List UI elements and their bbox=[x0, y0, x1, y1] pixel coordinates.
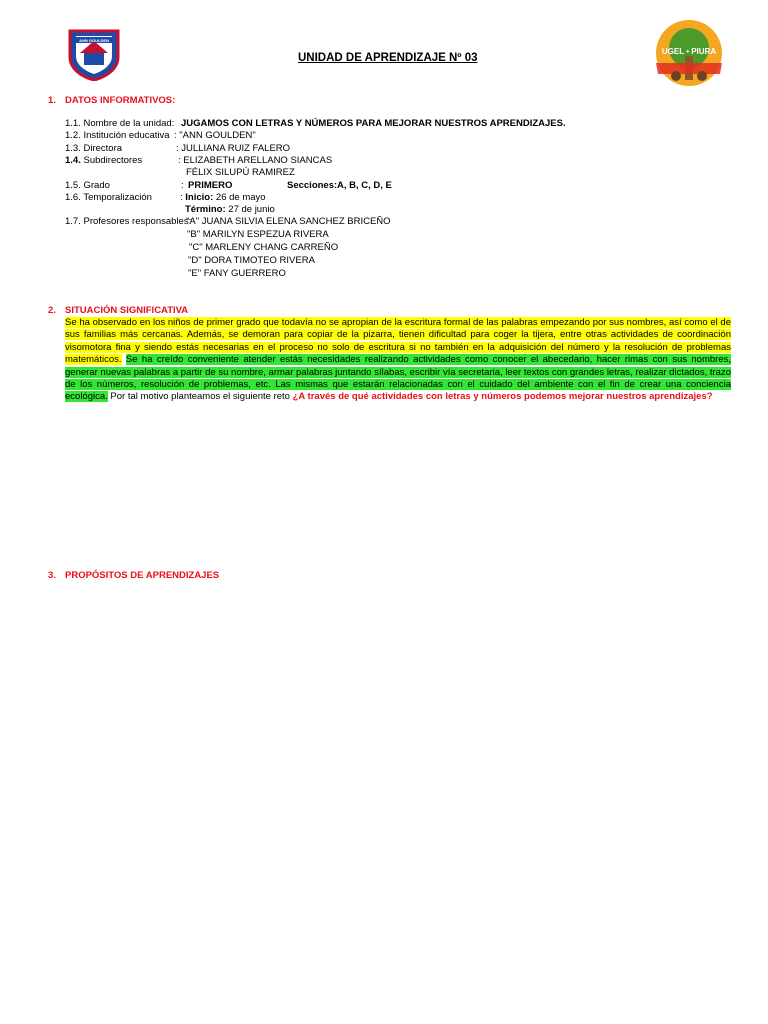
school-crest-text: ANN GOULDEN bbox=[79, 38, 109, 43]
grado-colon: : bbox=[181, 180, 184, 191]
termino-value: 27 de junio bbox=[225, 204, 275, 215]
situacion-question: ¿A través de qué actividades con letras y números podemos mejorar nuestros aprendizajes? bbox=[292, 391, 713, 403]
directora-value: : JULLIANA RUIZ FALERO bbox=[176, 143, 291, 154]
profesor-d: "D" DORA TIMOTEO RIVERA bbox=[188, 255, 315, 266]
ugel-logo bbox=[654, 18, 724, 88]
termino-label: Término: bbox=[185, 204, 226, 215]
profesor-b: "B" MARILYN ESPEZUA RIVERA bbox=[187, 229, 329, 240]
subdirectores-label bbox=[65, 155, 142, 168]
temporalizacion-label: 1.6. Temporalización bbox=[65, 192, 152, 203]
ugel-logo-text: UGEL • PIURA bbox=[661, 47, 717, 56]
subdirectores-number: 1.4. bbox=[65, 155, 81, 166]
profesor-c: "C" MARLENY CHANG CARREÑO bbox=[189, 242, 339, 253]
directora-label: 1.3. Directora bbox=[65, 143, 123, 154]
profesor-e: "E" FANY GUERRERO bbox=[188, 268, 286, 279]
section-2-title: SITUACIÓN SIGNIFICATIVA bbox=[65, 305, 189, 316]
temporalizacion-colon: : bbox=[180, 192, 183, 203]
profesores-label: 1.7. Profesores responsables: bbox=[65, 216, 192, 227]
termino-line bbox=[185, 204, 275, 217]
subdirector-2: FÉLIX SILUPÚ RAMIREZ bbox=[186, 167, 295, 178]
section-1-number: 1. bbox=[48, 95, 56, 106]
institucion-label: 1.2. Institución educativa bbox=[65, 130, 170, 141]
secciones-label: Secciones: bbox=[287, 180, 338, 191]
section-3-number: 3. bbox=[48, 570, 56, 581]
section-1-title: DATOS INFORMATIVOS: bbox=[65, 95, 176, 106]
school-crest-logo bbox=[66, 27, 122, 81]
grado-label: 1.5. Grado bbox=[65, 180, 110, 191]
situacion-text-highlight-yellow: Se ha observado en los niños de primer grado que todavía no se apropian de la escritura formal de las palabras empezando por sus nombres, así como el de sus familias más cercanas. Además, se demoran para copiar de la pizarra, tienen dificultad para coger la tijera, entre otras actividades de coordinación visomotora fina y siendo estás necesarias en el proceso no solo de escritura si no también en la adquisición del número y la resolución de problemas matemáticos. bbox=[65, 317, 731, 366]
inicio-line bbox=[180, 192, 266, 205]
inicio-value: 26 de mayo bbox=[213, 192, 266, 203]
unidad-value: JUGAMOS CON LETRAS Y NÚMEROS PARA MEJORAR NUESTROS APRENDIZAJES. bbox=[181, 118, 566, 129]
document-title: UNIDAD DE APRENDIZAJE Nº 03 bbox=[298, 52, 478, 64]
section-3-title: PROPÓSITOS DE APRENDIZAJES bbox=[65, 570, 220, 581]
unidad-label: 1.1. Nombre de la unidad: bbox=[65, 118, 175, 129]
section-2-number: 2. bbox=[48, 305, 56, 316]
school-crest-icon bbox=[66, 27, 122, 81]
secciones-value: A, B, C, D, E bbox=[337, 180, 392, 191]
grado-value: PRIMERO bbox=[188, 180, 233, 191]
subdirector-1: : ELIZABETH ARELLANO SIANCAS bbox=[178, 155, 333, 166]
institucion-value: : "ANN GOULDEN" bbox=[174, 130, 256, 141]
situacion-text-highlight-green: Se ha creído conveniente atender estás necesidades realizando actividades como conocer el abecedario, hacer rimas con sus nombres, generar nuevas palabras a partir de su nombre, armar palabras juntando sílabas, escribir vía secretaria, leer textos con grandes letras, realizar dictados, trazo de los números, resolución de problemas, etc. Las mismas que estarán relacionadas con el cuidado del ambiente con el fin de crear una conciencia ecológica. bbox=[65, 354, 731, 403]
situacion-paragraph bbox=[65, 317, 731, 404]
subdirectores-text: Subdirectores bbox=[80, 155, 143, 166]
inicio-label: Inicio: bbox=[185, 192, 214, 203]
situacion-text-plain: Por tal motivo planteamos el siguiente reto bbox=[107, 391, 293, 403]
profesor-a: "A" JUANA SILVIA ELENA SANCHEZ BRICEÑO bbox=[186, 216, 391, 227]
